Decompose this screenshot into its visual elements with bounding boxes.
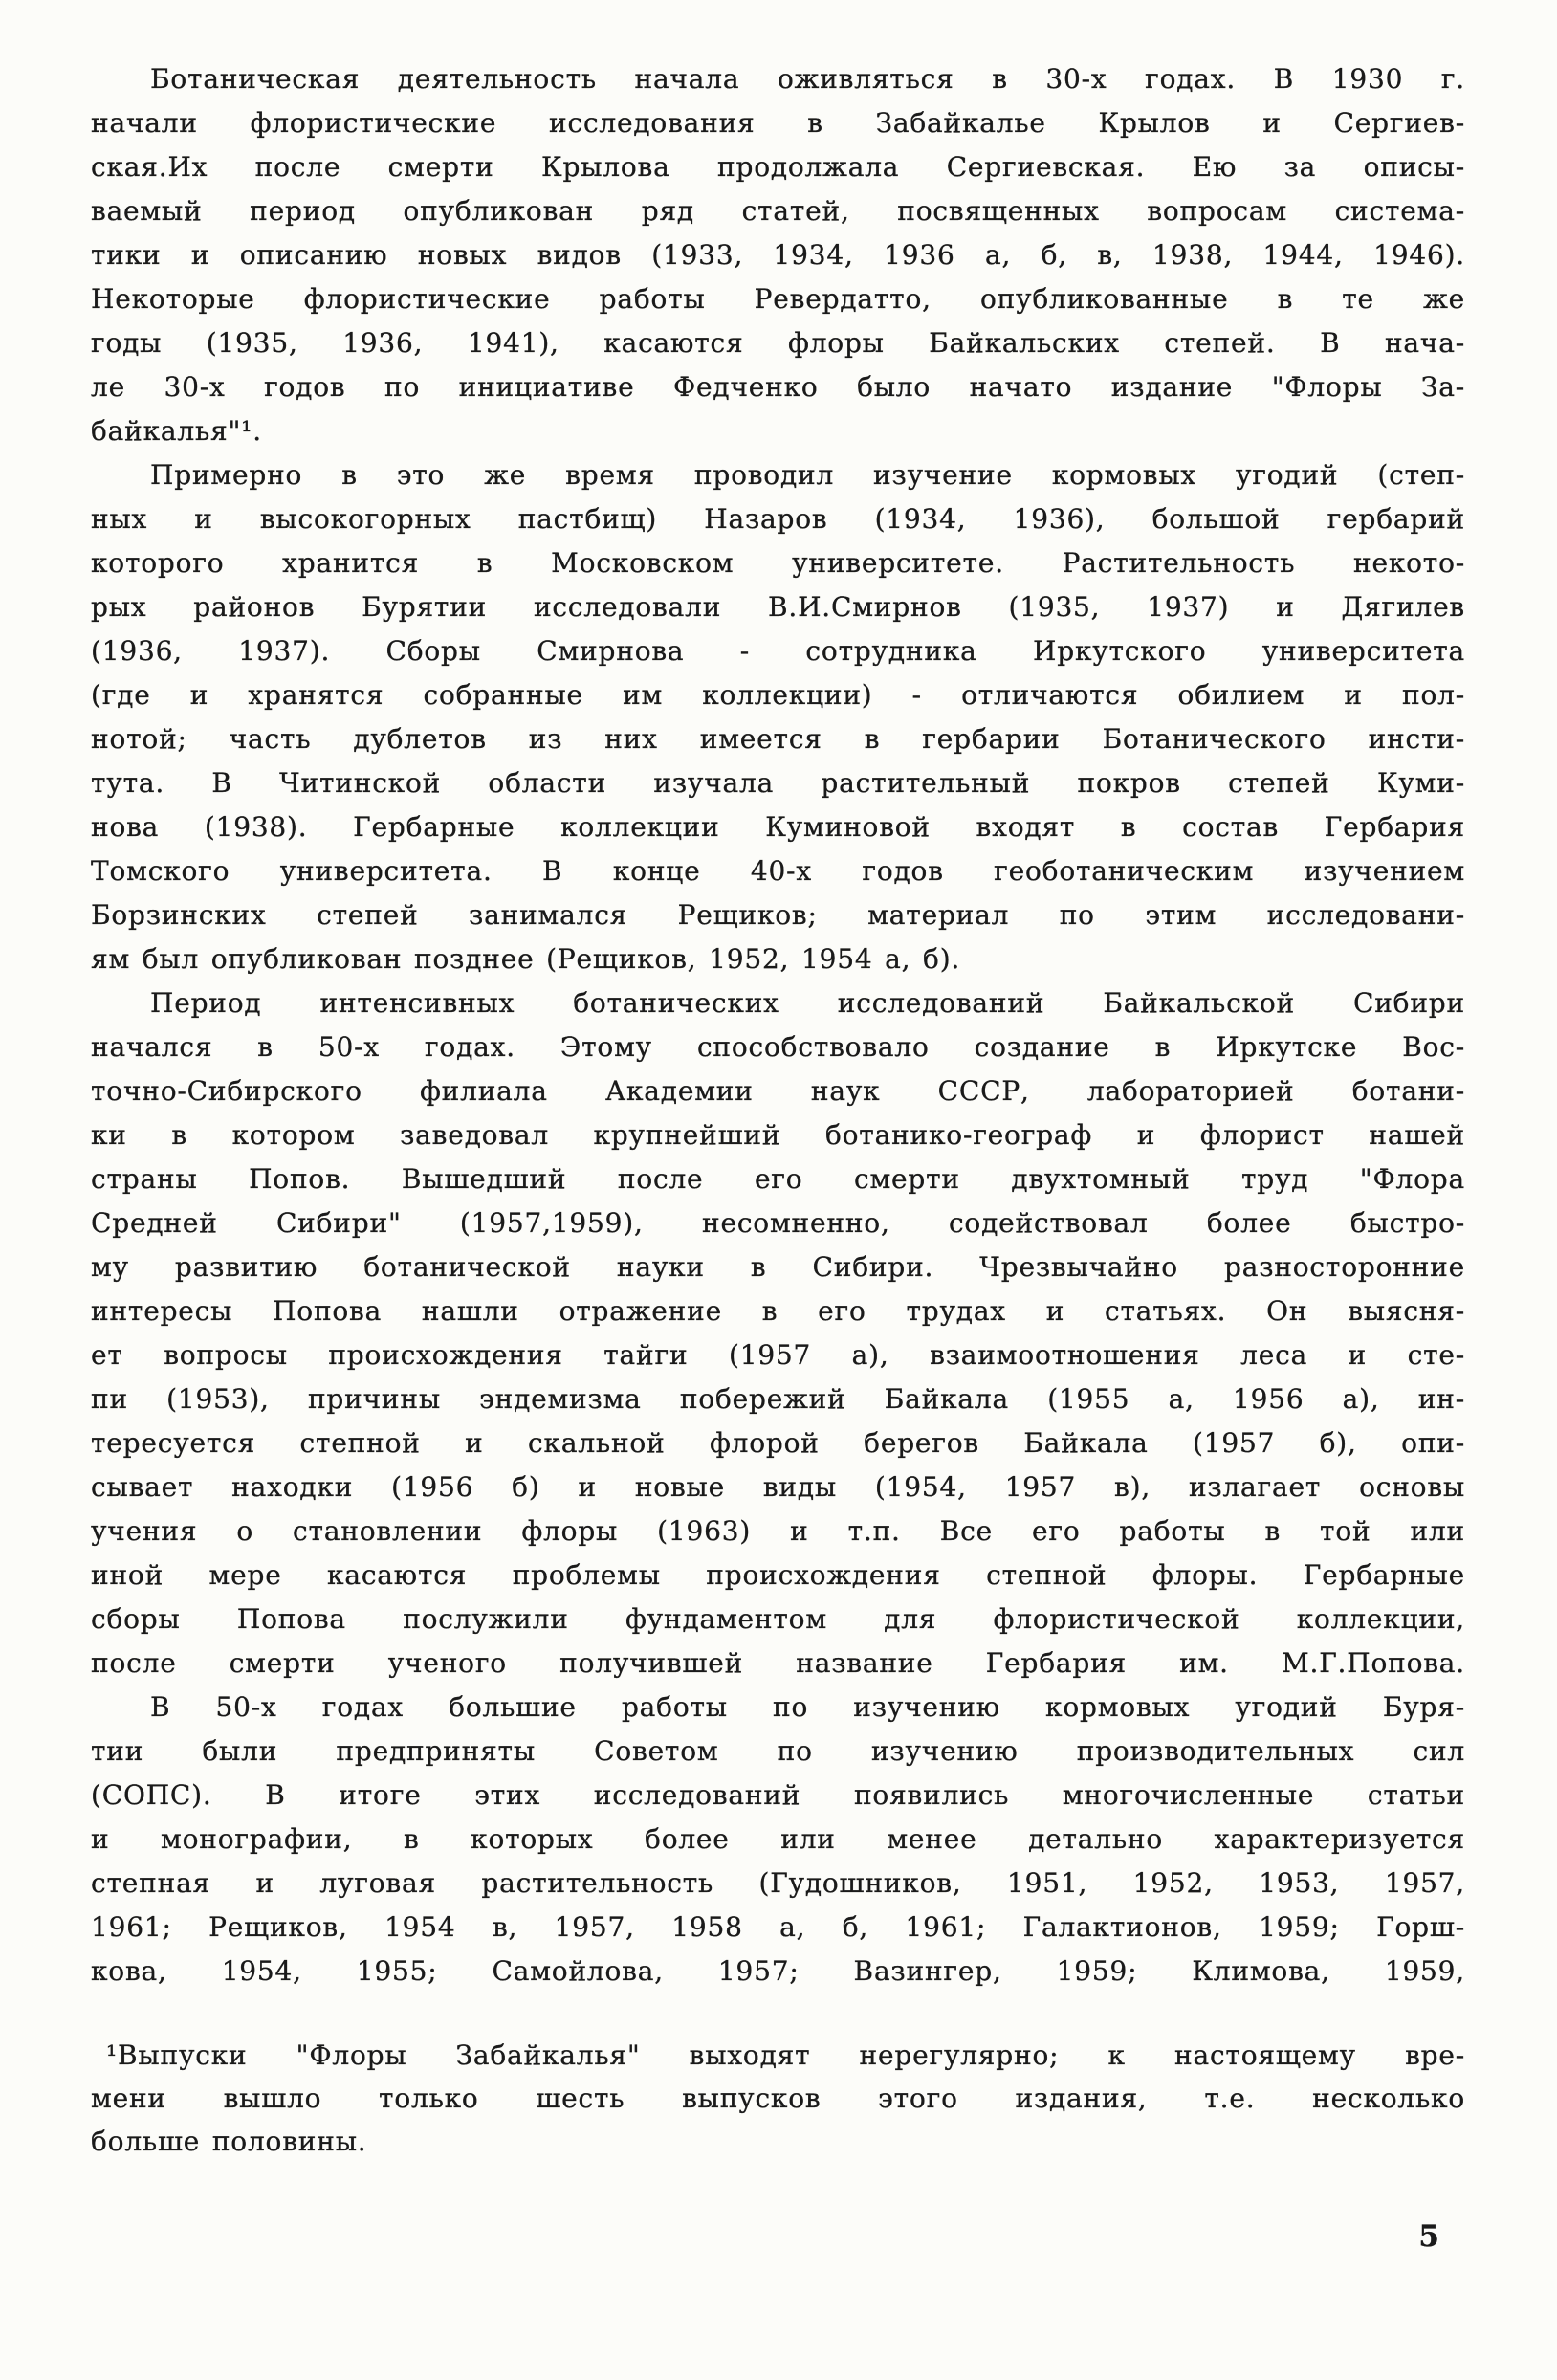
text-line: начался в 50-х годах. Этому способствовало создание в Иркутске Вос- (91, 1031, 1465, 1063)
text-line: которого хранится в Московском университете. Растительность некото- (91, 547, 1465, 579)
text-line: ных и высокогорных пастбищ) Назаров (1934, 1936), большой гербарий (91, 503, 1465, 535)
paragraph-4 (91, 1686, 1465, 1994)
text-line: после смерти ученого получившей название Гербария им. М.Г.Попова. (91, 1647, 1465, 1679)
text-line: нотой; часть дублетов из них имеется в гербарии Ботанического инсти- (91, 723, 1465, 755)
text-line: сборы Попова послужили фундаментом для флористической коллекции, (91, 1603, 1465, 1635)
text-line: (1936, 1937). Сборы Смирнова - сотрудника Иркутского университета (91, 635, 1465, 667)
text-line: точно-Сибирского филиала Академии наук СССР, лабораторией ботани- (91, 1075, 1465, 1107)
text-line: нова (1938). Гербарные коллекции Куминовой входят в состав Гербария (91, 811, 1465, 843)
text-line: Некоторые флористические работы Ревердатто, опубликованные в те же (91, 283, 1465, 315)
text-line: интересы Попова нашли отражение в его трудах и статьях. Он выясня- (91, 1295, 1465, 1327)
text-line: сывает находки (1956 б) и новые виды (1954, 1957 в), излагает основы (91, 1471, 1465, 1503)
text-line: ваемый период опубликован ряд статей, посвященных вопросам система- (91, 195, 1465, 227)
text-line: степная и луговая растительность (Гудошников, 1951, 1952, 1953, 1957, (91, 1867, 1465, 1899)
text-line: байкалья"¹. (91, 415, 262, 447)
text-line: (где и хранятся собранные им коллекции) - отличаются обилием и пол- (91, 679, 1465, 711)
text-line: тута. В Читинской области изучала растительный покров степей Куми- (91, 767, 1465, 799)
paragraph-3 (91, 981, 1465, 1686)
text-line: Ботаническая деятельность начала оживляться в 30-х годах. В 1930 г. (150, 63, 1465, 95)
text-line: рых районов Бурятии исследовали В.И.Смирнов (1935, 1937) и Дягилев (91, 591, 1465, 623)
text-line: ле 30-х годов по инициативе Федченко было начато издание "Флоры За- (91, 371, 1465, 403)
text-line: и монографии, в которых более или менее детально характеризуется (91, 1823, 1465, 1855)
text-line: тересуется степной и скальной флорой берегов Байкала (1957 б), опи- (91, 1427, 1465, 1459)
text-line: В 50-х годах большие работы по изучению кормовых угодий Буря- (150, 1691, 1465, 1723)
text-line: годы (1935, 1936, 1941), касаются флоры Байкальских степей. В нача- (91, 327, 1465, 359)
paragraph-2 (91, 453, 1465, 981)
text-line: учения о становлении флоры (1963) и т.п. Все его работы в той или (91, 1515, 1465, 1547)
text-line: Период интенсивных ботанических исследований Байкальской Сибири (150, 987, 1465, 1019)
body-text (91, 57, 1465, 1994)
text-line: 1961; Рещиков, 1954 в, 1957, 1958 а, б, 1961; Галактионов, 1959; Горш- (91, 1911, 1465, 1943)
text-line: ет вопросы происхождения тайги (1957 а), взаимоотношения леса и сте- (91, 1339, 1465, 1371)
text-line: Средней Сибири" (1957,1959), несомненно, содействовал более быстро- (91, 1207, 1465, 1239)
text-line: ки в котором заведовал крупнейший ботанико-географ и флорист нашей (91, 1119, 1465, 1151)
text-line: (СОПС). В итоге этих исследований появились многочисленные статьи (91, 1779, 1465, 1811)
text-line: начали флористические исследования в Забайкалье Крылов и Сергиев- (91, 107, 1465, 139)
text-line: мени вышло только шесть выпусков этого издания, т.е. несколько (91, 2082, 1465, 2114)
text-line: ям был опубликован позднее (Рещиков, 1952, 1954 а, б). (91, 943, 961, 975)
footnote (91, 2034, 1465, 2163)
paragraph-1 (91, 57, 1465, 453)
text-line: му развитию ботанической науки в Сибири. Чрезвычайно разносторонние (91, 1251, 1465, 1283)
text-line: ¹Выпуски "Флоры Забайкалья" выходят нерегулярно; к настоящему вре- (106, 2039, 1465, 2071)
text-line: больше половины. (91, 2126, 367, 2157)
text-line: ская.Их после смерти Крылова продолжала Сергиевская. Ею за описы- (91, 151, 1465, 183)
text-line: страны Попов. Вышедший после его смерти двухтомный труд "Флора (91, 1163, 1465, 1195)
text-line: кова, 1954, 1955; Самойлова, 1957; Вазингер, 1959; Климова, 1959, (91, 1955, 1465, 1987)
text-line: тики и описанию новых видов (1933, 1934, 1936 а, б, в, 1938, 1944, 1946). (91, 239, 1465, 271)
text-line: Борзинских степей занимался Рещиков; материал по этим исследовани- (91, 899, 1465, 931)
page-number: 5 (1418, 2219, 1440, 2254)
text-line: пи (1953), причины эндемизма побережий Байкала (1955 а, 1956 а), ин- (91, 1383, 1465, 1415)
text-line: иной мере касаются проблемы происхождения степной флоры. Гербарные (91, 1559, 1465, 1591)
text-line: тии были предприняты Советом по изучению производительных сил (91, 1735, 1465, 1767)
text-line: Примерно в это же время проводил изучение кормовых угодий (степ- (150, 459, 1465, 491)
text-line: Томского университета. В конце 40-х годов геоботаническим изучением (91, 855, 1465, 887)
